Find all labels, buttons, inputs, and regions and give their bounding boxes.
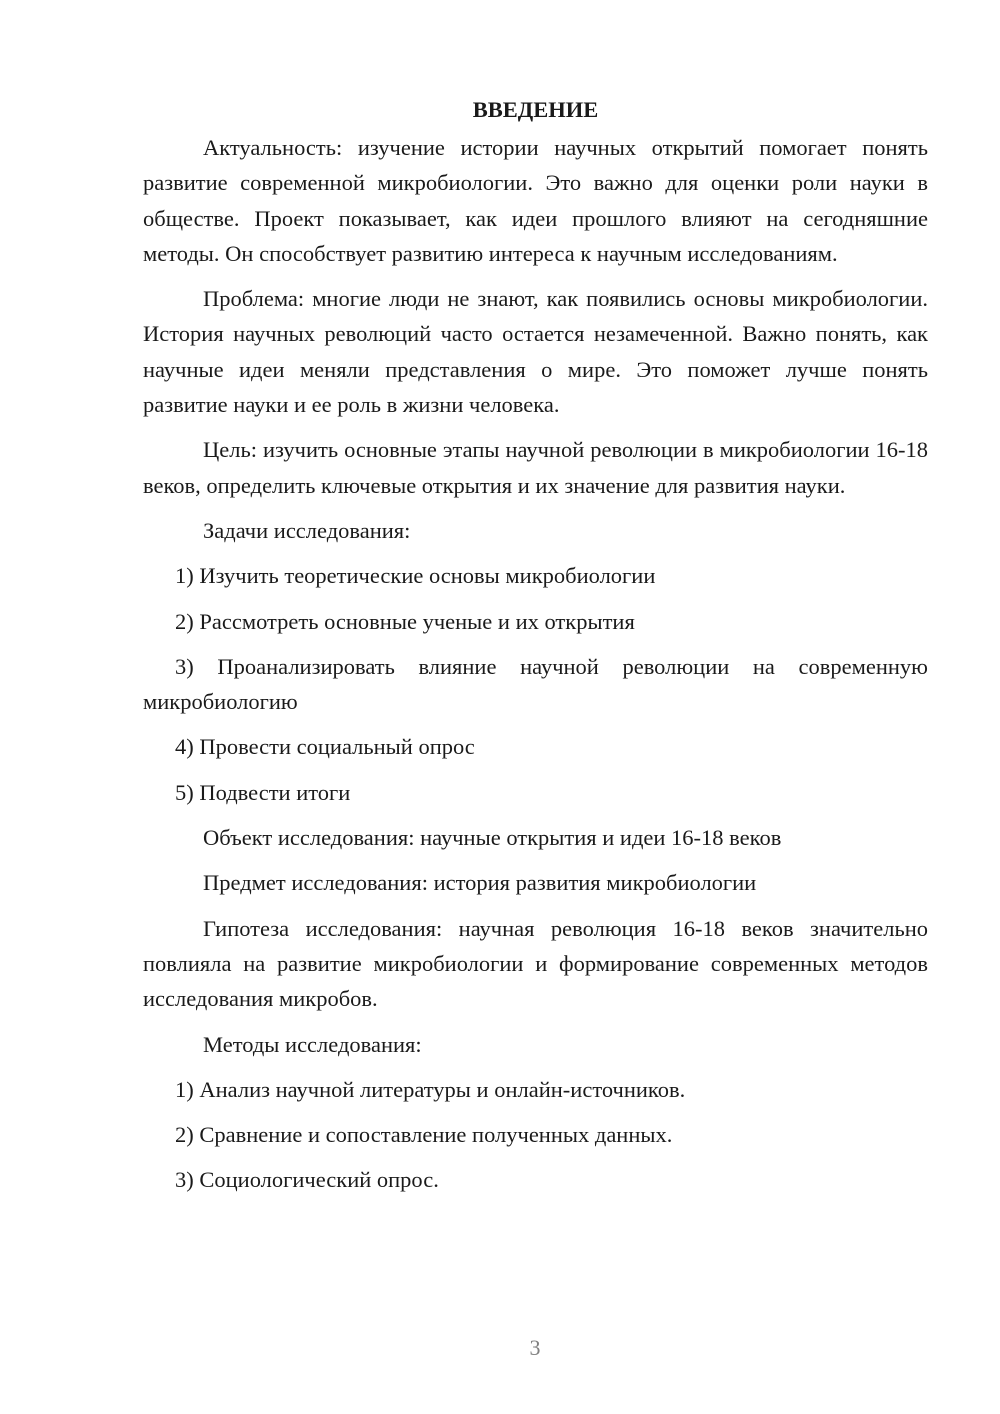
task-item: 1) Изучить теоретические основы микробиологии (175, 563, 656, 589)
methods-heading: Методы исследования: (203, 1031, 422, 1057)
hypothesis-paragraph: Гипотеза исследования: научная революция 16-18 веков значительно повлияла на развитие микробиологии и формирование современных методов исследования микробов. (143, 915, 928, 1012)
task-item: 4) Провести социальный опрос (175, 734, 475, 760)
method-item: 3) Социологический опрос. (175, 1167, 439, 1193)
research-object: Объект исследования: научные открытия и идеи 16-18 веков (203, 825, 782, 851)
relevance-paragraph: Актуальность: изучение истории научных открытий помогает понять развитие современной микробиологии. Это важно для оценки роли науки в обществе. Проект показывает, как идеи прошлого влияют на сегодняшние методы. Он способствует развитию интереса к научным исследованиям. (143, 135, 928, 266)
goal-paragraph: Цель: изучить основные этапы научной революции в микробиологии 16-18 веков, определить ключевые открытия и их значение для развития науки. (143, 437, 928, 498)
method-item: 2) Сравнение и сопоставление полученных данных. (175, 1122, 673, 1148)
task-item: 2) Рассмотреть основные ученые и их открытия (175, 608, 635, 634)
method-item: 1) Анализ научной литературы и онлайн-источников. (175, 1076, 686, 1102)
tasks-heading: Задачи исследования: (203, 517, 411, 543)
task-item: 5) Подвести итоги (175, 779, 351, 805)
section-title: ВВЕДЕНИЕ (472, 97, 599, 122)
document-page (143, 92, 928, 1208)
research-subject: Предмет исследования: история развития микробиологии (203, 870, 757, 896)
page-number: 3 (529, 1335, 541, 1360)
task-item: 3) Проанализировать влияние научной революции на современную микробиологию (143, 653, 928, 715)
problem-paragraph: Проблема: многие люди не знают, как появились основы микробиологии. История научных революций часто остается незамеченной. Важно понять, как научные идеи меняли представления о мире. Это поможет лучше понять развитие науки и ее роль в жизни человека. (143, 286, 928, 418)
